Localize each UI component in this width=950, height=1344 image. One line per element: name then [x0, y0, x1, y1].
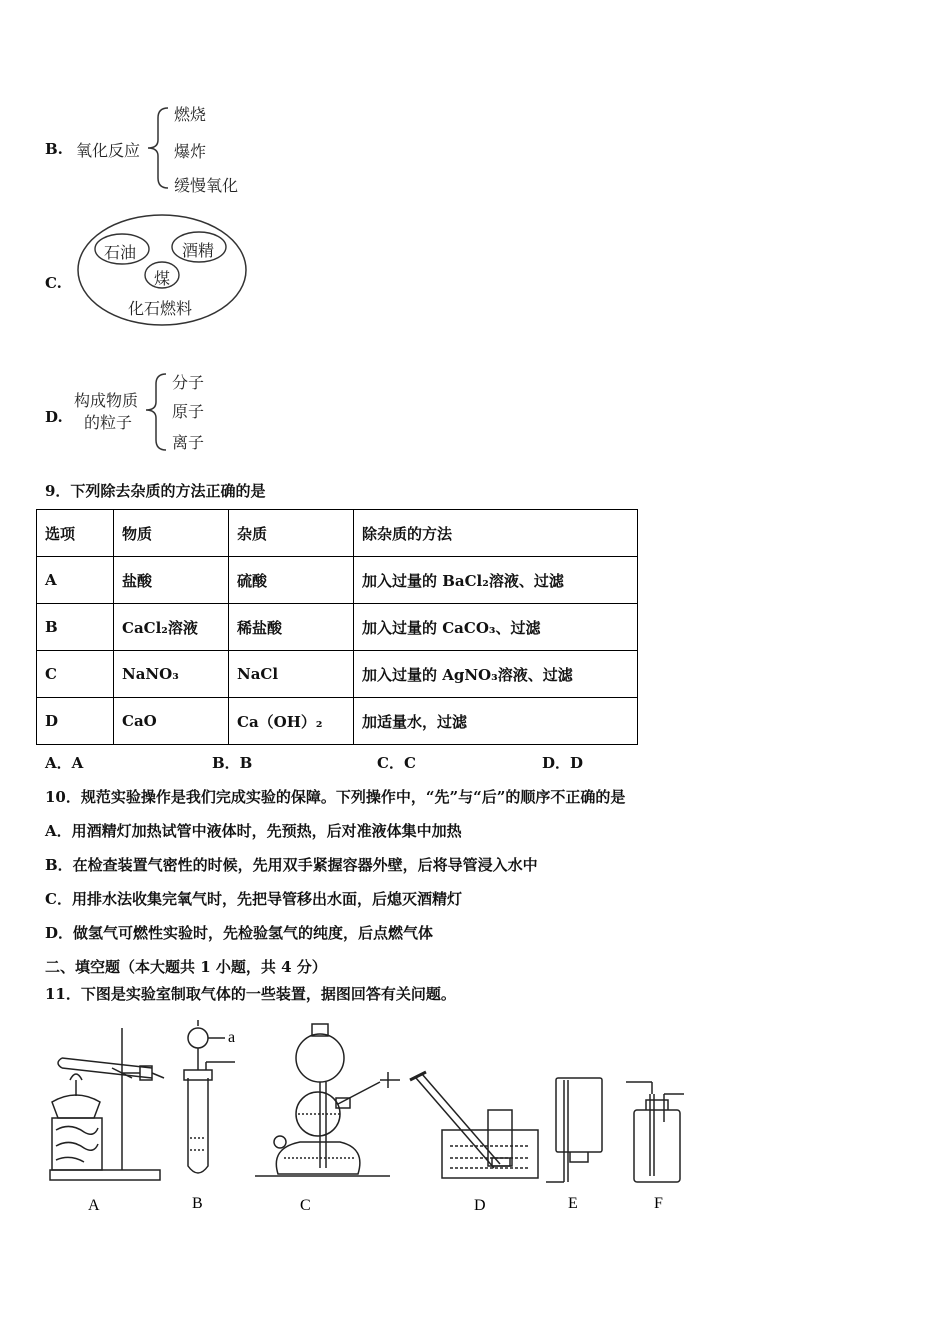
- option-d-item-1: 分子: [172, 373, 205, 392]
- row-substance: CaCl₂溶液: [114, 604, 229, 651]
- table-row: [37, 698, 638, 745]
- option-b-item-2: 爆炸: [174, 142, 207, 161]
- row-method: 加适量水，过滤: [354, 698, 638, 745]
- row-substance: NaNO₃: [114, 651, 229, 698]
- label-d: D: [474, 1197, 486, 1214]
- option-c-letter: C.: [45, 274, 62, 292]
- fossil-fuel-label: 化石燃料: [128, 299, 193, 318]
- lab-apparatus-figure: [40, 1018, 700, 1218]
- section-two-heading: 二、填空题（本大题共 1 小题，共 4 分）: [45, 958, 327, 976]
- q10-option-a: A．用酒精灯加热试管中液体时，先预热，后对准液体集中加热: [45, 822, 462, 840]
- row-option: D: [37, 698, 114, 745]
- option-b-item-3: 缓慢氧化: [174, 176, 239, 195]
- row-impurity: NaCl: [229, 651, 354, 698]
- row-substance: 盐酸: [114, 557, 229, 604]
- table-header-row: [37, 510, 638, 557]
- row-method: 加入过量的 AgNO₃溶液、过滤: [354, 651, 638, 698]
- row-option: A: [37, 557, 114, 604]
- q11-stem: 11．下图是实验室制取气体的一些装置，据图回答有关问题。: [45, 985, 456, 1003]
- row-impurity: Ca（OH）₂: [229, 698, 354, 745]
- q10-option-b: B．在检查装置气密性的时候，先用双手紧握容器外壁，后将导管浸入水中: [45, 856, 538, 874]
- row-impurity: 稀盐酸: [229, 604, 354, 651]
- funnel-marker-a: a: [228, 1029, 236, 1046]
- apparatus-d: [410, 1072, 538, 1178]
- header-substance: 物质: [114, 510, 229, 557]
- row-substance: CaO: [114, 698, 229, 745]
- header-option: 选项: [37, 510, 114, 557]
- oil-label: 石油: [104, 243, 137, 262]
- option-d-root-line1: 构成物质: [74, 391, 139, 410]
- option-b-brace: [142, 104, 172, 192]
- q9-answer-b: B．B: [212, 754, 253, 772]
- option-b-root: 氧化反应: [76, 141, 141, 160]
- option-b-letter: B.: [45, 140, 63, 158]
- row-option: C: [37, 651, 114, 698]
- option-d-item-2: 原子: [172, 402, 205, 421]
- header-impurity: 杂质: [229, 510, 354, 557]
- option-d-letter: D.: [45, 408, 63, 426]
- row-method: 加入过量的 CaCO₃、过滤: [354, 604, 638, 651]
- apparatus-a: [50, 1028, 164, 1180]
- q9-answer-d: D．D: [542, 754, 584, 772]
- row-option: B: [37, 604, 114, 651]
- label-f: F: [654, 1195, 663, 1212]
- q10-stem: 10．规范实验操作是我们完成实验的保障。下列操作中，“先”与“后”的顺序不正确的是: [45, 788, 626, 806]
- q10-option-d: D．做氢气可燃性实验时，先检验氢气的纯度，后点燃气体: [45, 924, 434, 942]
- apparatus-f: [626, 1082, 684, 1182]
- apparatus-c: [255, 1024, 400, 1176]
- row-impurity: 硫酸: [229, 557, 354, 604]
- option-d-brace: [140, 370, 170, 454]
- option-d-root-line2: 的粒子: [84, 413, 133, 432]
- q9-stem: 9．下列除去杂质的方法正确的是: [45, 482, 266, 500]
- table-row: [37, 604, 638, 651]
- label-a: A: [88, 1197, 100, 1214]
- q9-answer-c: C．C: [377, 754, 416, 772]
- table-row: [37, 651, 638, 698]
- header-method: 除杂质的方法: [354, 510, 638, 557]
- alcohol-label: 酒精: [182, 241, 215, 260]
- label-b: B: [192, 1195, 203, 1212]
- option-b-item-1: 燃烧: [174, 105, 207, 124]
- table-row: [37, 557, 638, 604]
- impurity-table: [36, 509, 638, 745]
- option-d-item-3: 离子: [172, 433, 205, 452]
- coal-label: 煤: [154, 269, 171, 288]
- label-e: E: [568, 1195, 578, 1212]
- label-c: C: [300, 1197, 311, 1214]
- q9-answer-a: A．A: [45, 754, 84, 772]
- apparatus-e: [546, 1078, 602, 1182]
- q10-option-c: C．用排水法收集完氧气时，先把导管移出水面，后熄灭酒精灯: [45, 890, 462, 908]
- row-method: 加入过量的 BaCl₂溶液、过滤: [354, 557, 638, 604]
